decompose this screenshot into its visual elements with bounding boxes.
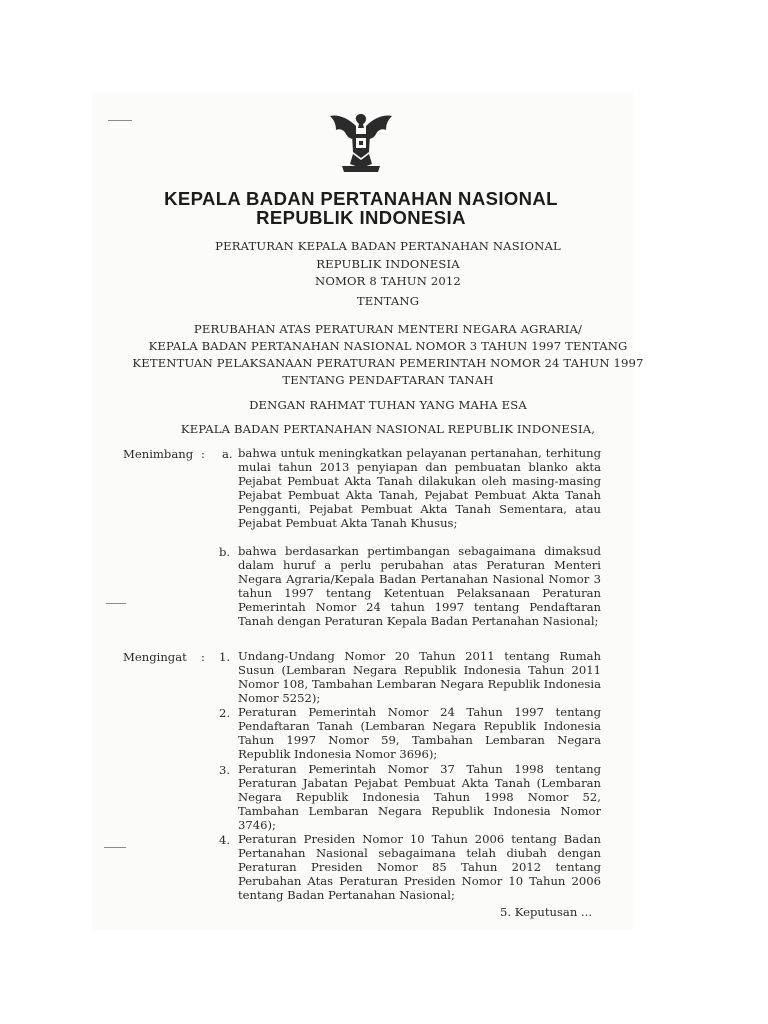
mengingat-item-3: Peraturan Pemerintah Nomor 37 Tahun 1998 tentang Peraturan Jabatan Pejabat Pembuat Akta Tanah (Lembaran Negara Republik Indonesia Tahun 1998 Nomor 52, Tambahan Lembaran Negara Republik Indonesia Nomor 3746);	[238, 762, 601, 832]
blessing-line: DENGAN RAHMAT TUHAN YANG MAHA ESA	[249, 398, 527, 412]
subject-line: PERUBAHAN ATAS PERATURAN MENTERI NEGARA AGRARIA/	[193, 322, 583, 336]
item-marker: 3.	[219, 763, 231, 777]
garuda-emblem-icon	[328, 108, 394, 178]
scan-mark	[104, 847, 126, 848]
item-marker: 1.	[219, 650, 231, 664]
menimbang-label: Menimbang	[123, 447, 194, 461]
menimbang-item-b: bahwa berdasarkan pertimbangan sebagaimana dimaksud dalam huruf a perlu perubahan atas Peraturan Menteri Negara Agraria/Kepala Badan Pertanahan Nasional Nomor 3 tahun 1997 tentang Ketentuan Pelaksanaan Peraturan Pemerintah Nomor 24 tahun 1997 tentang Pendaftaran Tanah dengan Peraturan Kepala Badan Pertanahan Nasional;	[238, 544, 601, 628]
regulation-country: REPUBLIK INDONESIA	[316, 257, 460, 271]
item-marker: 2.	[219, 706, 231, 720]
mengingat-item-1: Undang-Undang Nomor 20 Tahun 2011 tentang Rumah Susun (Lembaran Negara Republik Indonesia Tahun 2011 Nomor 108, Tambahan Lembaran Negara Republik Indonesia Nomor 5252);	[238, 649, 601, 705]
regulation-about: TENTANG	[356, 294, 420, 308]
regulation-number: NOMOR 8 TAHUN 2012	[315, 274, 461, 288]
mengingat-label: Mengingat	[123, 650, 187, 664]
item-marker: b.	[219, 545, 231, 559]
subject-line: TENTANG PENDAFTARAN TANAH	[282, 373, 494, 387]
regulation-title: PERATURAN KEPALA BADAN PERTANAHAN NASIONAL	[215, 239, 561, 253]
scan-mark	[108, 120, 132, 121]
mengingat-item-2: Peraturan Pemerintah Nomor 24 Tahun 1997 tentang Pendaftaran Tanah (Lembaran Negara Republik Indonesia Tahun 1997 Nomor 59, Tambahan Lembaran Negara Republik Indonesia Nomor 3696);	[238, 705, 601, 761]
menimbang-item-a: bahwa untuk meningkatkan pelayanan pertanahan, terhitung mulai tahun 2013 penyiapan dan pembuatan blanko akta Pejabat Pembuat Akta Tanah dilakukan oleh masing-masing Pejabat Pembuat Akta Tanah, Pejabat Pembuat Akta Tanah Pengganti, Pejabat Pembuat Akta Tanah Sementara, atau Pejabat Pembuat Akta Tanah Khusus;	[238, 446, 601, 530]
label-colon: :	[201, 447, 205, 461]
agency-title: KEPALA BADAN PERTANAHAN NASIONAL	[164, 188, 558, 209]
country-title: REPUBLIK INDONESIA	[256, 207, 466, 228]
item-marker: 4.	[219, 833, 231, 847]
issuer-line: KEPALA BADAN PERTANAHAN NASIONAL REPUBLIK INDONESIA,	[180, 422, 596, 436]
item-marker: a.	[222, 447, 233, 461]
continuation-text: 5. Keputusan ...	[500, 905, 593, 919]
subject-line: KETENTUAN PELAKSANAAN PERATURAN PEMERINTAH NOMOR 24 TAHUN 1997	[132, 356, 644, 370]
mengingat-item-4: Peraturan Presiden Nomor 10 Tahun 2006 tentang Badan Pertanahan Nasional sebagaimana telah diubah dengan Peraturan Presiden Nomor 85 Tahun 2012 tentang Perubahan Atas Peraturan Presiden Nomor 10 Tahun 2006 tentang Badan Pertanahan Nasional;	[238, 832, 601, 902]
scan-mark	[106, 603, 126, 604]
label-colon: :	[201, 650, 205, 664]
subject-line: KEPALA BADAN PERTANAHAN NASIONAL NOMOR 3 TAHUN 1997 TENTANG	[148, 339, 628, 353]
